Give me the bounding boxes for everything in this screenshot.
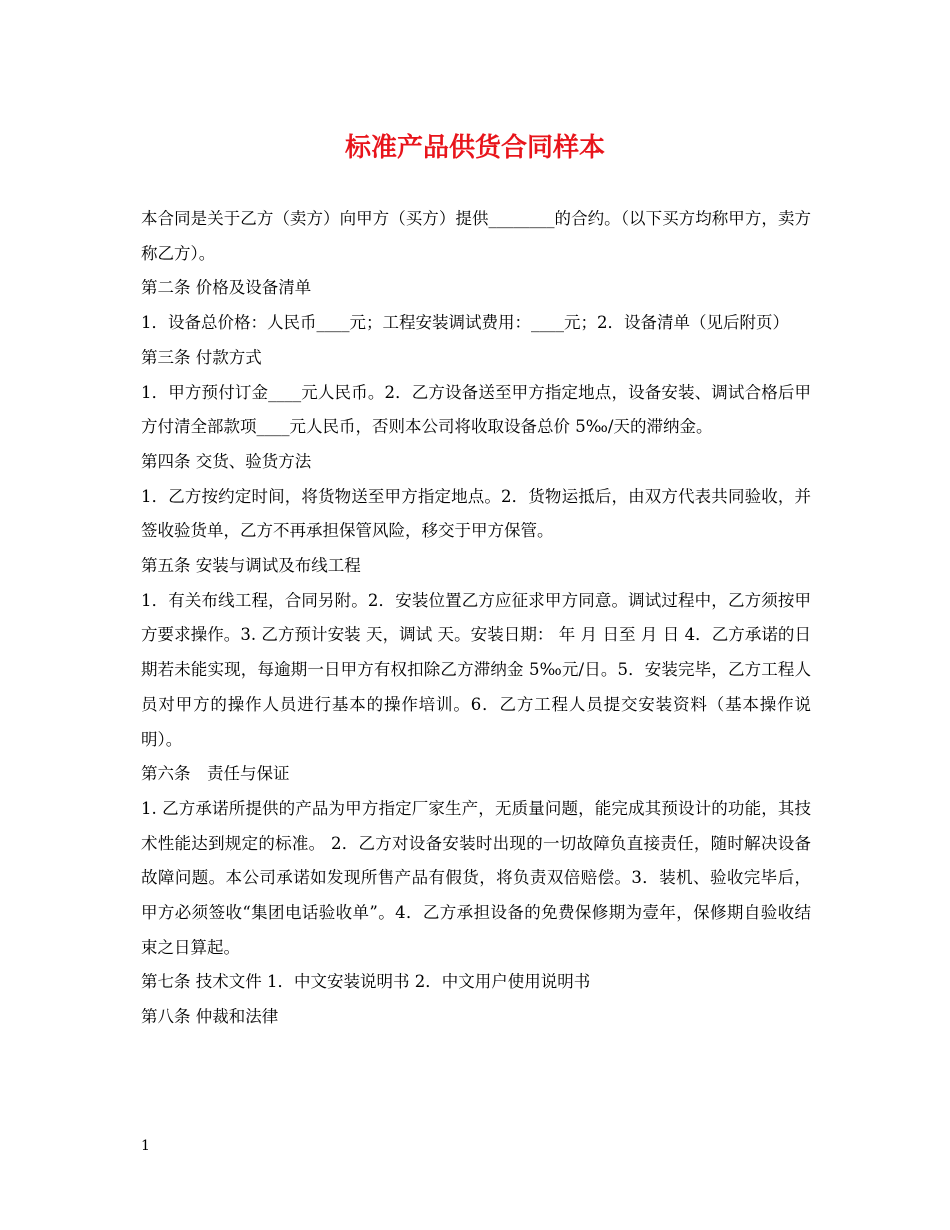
article-2-paragraph: 1．设备总价格：人民币____元；工程安装调试费用：____元；2．设备清单（见后附页） — [141, 313, 789, 333]
section-heading-article-5: 第五条 安装与调试及布线工程 — [141, 556, 361, 576]
article-4-paragraph: 1．乙方按约定时间，将货物送至甲方指定地点。2．货物运抵后，由双方代表共同验收，并签收验货单，乙方不再承担保管风险，移交于甲方保管。 — [141, 486, 811, 541]
page-number: 1 — [141, 1138, 150, 1154]
article-3-paragraph: 1．甲方预付订金____元人民币。2．乙方设备送至甲方指定地点，设备安装、调试合格后甲方付清全部款项____元人民币，否则本公司将收取设备总价 5‰/天的滞纳金。 — [141, 382, 811, 437]
section-heading-article-7: 第七条 技术文件 1．中文安装说明书 2．中文用户使用说明书 — [141, 972, 591, 992]
section-heading-article-2: 第二条 价格及设备清单 — [141, 278, 312, 298]
section-heading-article-8: 第八条 仲裁和法律 — [141, 1007, 279, 1027]
section-heading-article-3: 第三条 付款方式 — [141, 347, 262, 367]
section-heading-article-4: 第四条 交货、验货方法 — [141, 451, 312, 471]
document-title: 标准产品供货合同样本 — [344, 133, 605, 163]
article-6-paragraph: 1. 乙方承诺所提供的产品为甲方指定厂家生产，无质量问题，能完成其预设计的功能，其技术性能达到规定的标准。 2．乙方对设备安装时出现的一切故障负直接责任，随时解决设备故障问题。本公司承诺如发现所售产品有假货，将负责双倍赔偿。3．装机、验收完毕后，甲方必须签收“集团电话验收单”。4．乙方承担设备的免费保修期为壹年，保修期自验收结束之日算起。 — [141, 798, 811, 957]
section-heading-article-6: 第六条 责任与保证 — [141, 764, 290, 784]
article-5-paragraph: 1．有关布线工程，合同另附。2．安装位置乙方应征求甲方同意。调试过程中，乙方须按甲方要求操作。3. 乙方预计安装 天，调试 天。安装日期： 年 月 日至 月 日 4．乙方承诺的日期若未能实现，每逾期一日甲方有权扣除乙方滞纳金 5‰元/日。5．安装完毕，乙方工程人员对甲方的操作人员进行基本的操作培训。6．乙方工程人员提交安装资料（基本操作说明）。 — [141, 590, 811, 749]
document-body — [141, 202, 811, 1035]
intro-paragraph: 本合同是关于乙方（卖方）向甲方（买方）提供________的合约。（以下买方均称甲方，卖方称乙方）。 — [141, 209, 811, 263]
